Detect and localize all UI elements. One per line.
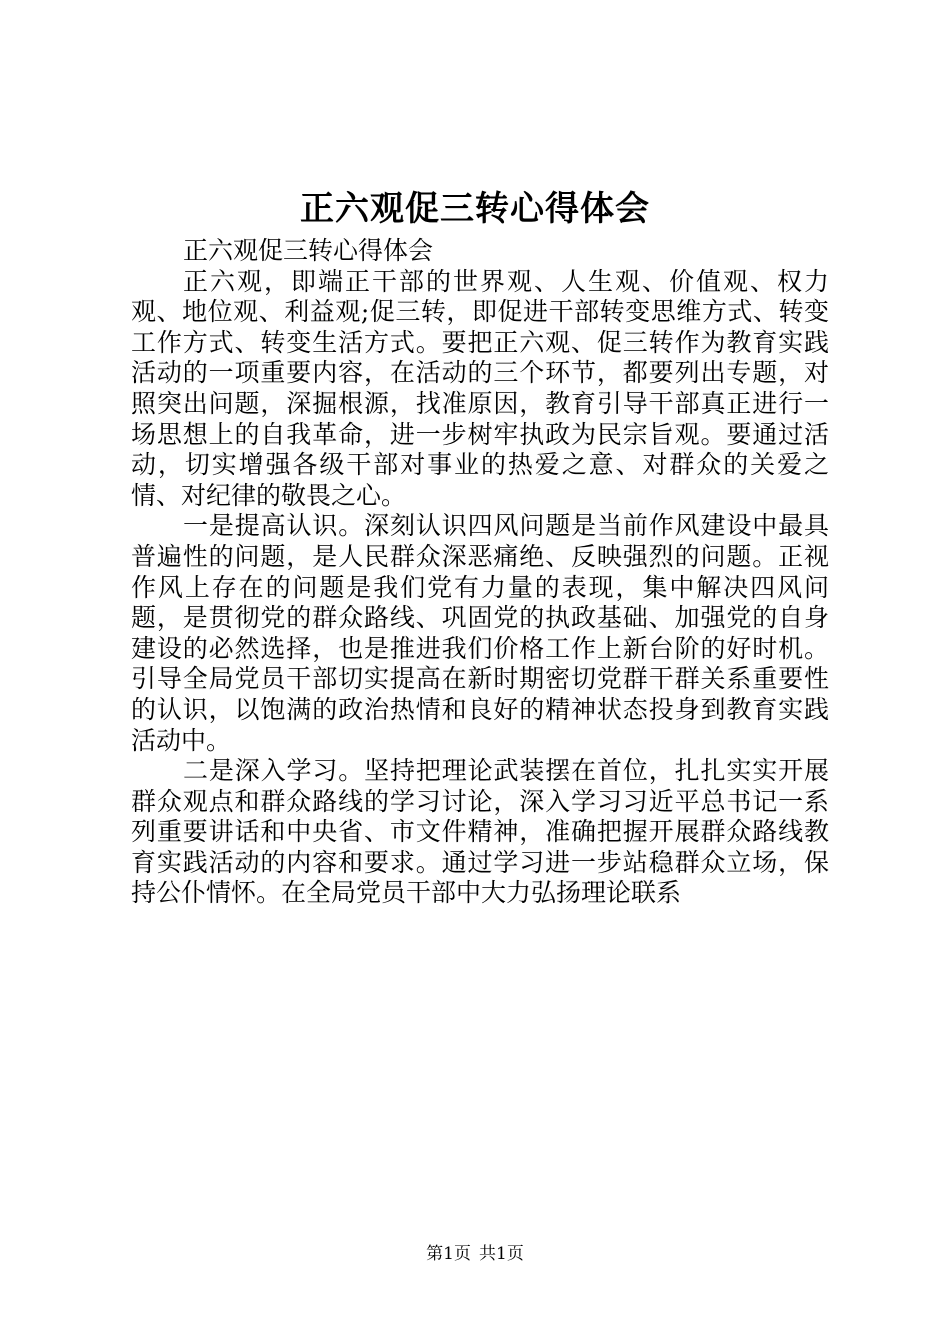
body-paragraph: 正六观，即端正干部的世界观、人生观、价值观、权力观、地位观、利益观;促三转，即促进干部转变思维方式、转变工作方式、转变生活方式。要把正六观、促三转作为教育实践活动的一项重要内容，在活动的三个环节，都要列出专题，对照突出问题，深掘根源，找准原因，教育引导干部真正进行一场思想上的自我革命，进一步树牢执政为民宗旨观。要通过活动，切实增强各级干部对事业的热爱之意、对群众的关爱之情、对纪律的敬畏之心。 (131, 266, 829, 510)
document-body (131, 236, 829, 909)
body-paragraph: 二是深入学习。坚持把理论武装摆在首位，扎扎实实开展群众观点和群众路线的学习讨论，深入学习习近平总书记一系列重要讲话和中央省、市文件精神，准确把握开展群众路线教育实践活动的内容和要求。通过学习进一步站稳群众立场，保持公仆情怀。在全局党员干部中大力弘扬理论联系 (131, 756, 829, 908)
body-paragraph: 正六观促三转心得体会 (183, 236, 434, 265)
body-paragraph: 一是提高认识。深刻认识四风问题是当前作风建设中最具普遍性的问题，是人民群众深恶痛绝、反映强烈的问题。正视作风上存在的问题是我们党有力量的表现，集中解决四风问题，是贯彻党的群众路线、巩固党的执政基础、加强党的自身建设的必然选择，也是推进我们价格工作上新台阶的好时机。引导全局党员干部切实提高在新时期密切党群干群关系重要性的认识，以饱满的政治热情和良好的精神状态投身到教育实践活动中。 (131, 511, 829, 755)
page-number: 第1页 (426, 1244, 471, 1264)
document-title: 正六观促三转心得体会 (300, 189, 650, 229)
page-total: 共1页 (479, 1244, 524, 1264)
page-footer (0, 1242, 950, 1266)
